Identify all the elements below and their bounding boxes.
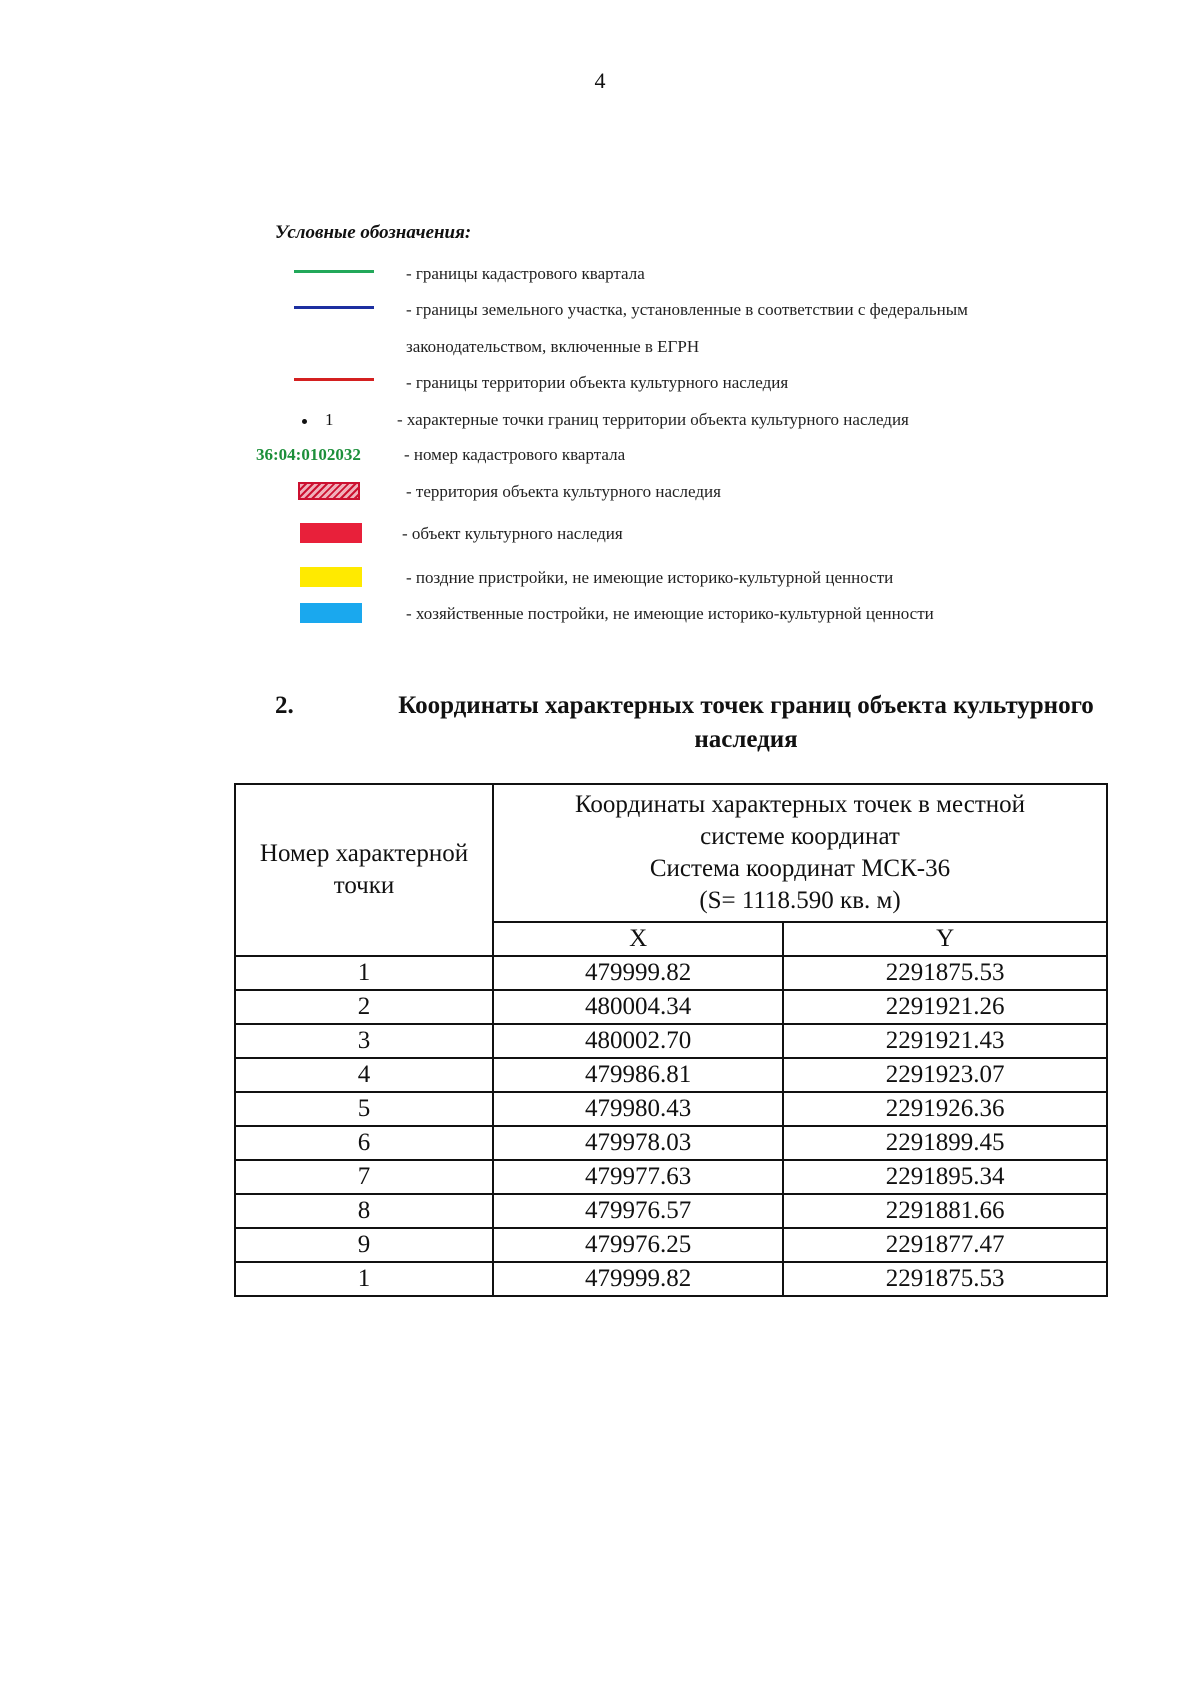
table-row: [235, 1126, 1107, 1160]
utility-buildings-swatch: [300, 603, 362, 623]
cell-point-number: 4: [235, 1058, 493, 1092]
legend: [0, 0, 1200, 640]
cell-point-number: 7: [235, 1160, 493, 1194]
legend-item-late-additions: - поздние пристройки, не имеющие историко-культурной ценности: [406, 568, 894, 587]
coordinates-table: [234, 783, 1108, 1297]
legend-item-heritage-territory: - территория объекта культурного наследия: [406, 482, 721, 501]
cell-x: 479986.81: [493, 1058, 783, 1092]
section-title: Координаты характерных точек границ объекта культурного наследия: [398, 692, 1094, 753]
cell-x: 479976.25: [493, 1228, 783, 1262]
header-point-number: Номер характерной точки: [235, 784, 493, 956]
header-line: системе координат: [700, 823, 900, 850]
table-row: [235, 1194, 1107, 1228]
page-number: 4: [594, 68, 606, 93]
table-row: [235, 990, 1107, 1024]
land-plot-boundary-swatch: [294, 306, 374, 309]
cell-x: 479999.82: [493, 956, 783, 990]
cell-point-number: 8: [235, 1194, 493, 1228]
cell-y: 2291875.53: [783, 956, 1107, 990]
header-coordinates: [493, 784, 1107, 922]
table-row: [235, 956, 1107, 990]
header-line: Координаты характерных точек в местной: [574, 791, 1025, 818]
point-dot-icon: [302, 419, 307, 424]
cadastral-number-sample: 36:04:0102032: [256, 445, 361, 464]
cell-point-number: 6: [235, 1126, 493, 1160]
header-x: X: [493, 922, 783, 956]
cell-point-number: 1: [235, 956, 493, 990]
cell-y: 2291899.45: [783, 1126, 1107, 1160]
cell-y: 2291881.66: [783, 1194, 1107, 1228]
cell-y: 2291921.43: [783, 1024, 1107, 1058]
cell-y: 2291875.53: [783, 1262, 1107, 1296]
legend-item-cadastral-boundary: - границы кадастрового квартала: [406, 264, 645, 283]
cell-point-number: 3: [235, 1024, 493, 1058]
table-row: [235, 1160, 1107, 1194]
legend-item-characteristic-points: - характерные точки границ территории объекта культурного наследия: [397, 410, 909, 429]
cell-x: 479977.63: [493, 1160, 783, 1194]
table-row: [235, 1262, 1107, 1296]
cell-x: 479980.43: [493, 1092, 783, 1126]
table-row: [235, 1092, 1107, 1126]
late-additions-swatch: [300, 567, 362, 587]
header-line: Система координат МСК-36: [649, 855, 951, 882]
cell-y: 2291895.34: [783, 1160, 1107, 1194]
legend-item-heritage-object: - объект культурного наследия: [402, 524, 623, 543]
legend-item-land-plot-boundary-cont: законодательством, включенные в ЕГРН: [406, 337, 700, 356]
legend-item-land-plot-boundary: - границы земельного участка, установленные в соответствии с федеральным: [406, 300, 968, 319]
cell-x: 479976.57: [493, 1194, 783, 1228]
heritage-object-swatch: [300, 523, 362, 543]
point-sample-label: 1: [325, 410, 334, 429]
cell-y: 2291923.07: [783, 1058, 1107, 1092]
header-line: (S= 1118.590 кв. м): [699, 887, 901, 914]
section-number: 2.: [275, 692, 294, 719]
cell-y: 2291921.26: [783, 990, 1107, 1024]
heritage-territory-swatch: [298, 482, 360, 500]
cell-x: 479978.03: [493, 1126, 783, 1160]
cell-x: 480004.34: [493, 990, 783, 1024]
cell-x: 479999.82: [493, 1262, 783, 1296]
header-y: Y: [783, 922, 1107, 956]
cell-point-number: 2: [235, 990, 493, 1024]
cell-y: 2291926.36: [783, 1092, 1107, 1126]
table-row: [235, 1058, 1107, 1092]
heritage-territory-boundary-swatch: [294, 378, 374, 381]
cell-point-number: 5: [235, 1092, 493, 1126]
cell-point-number: 1: [235, 1262, 493, 1296]
table-row: [235, 1024, 1107, 1058]
legend-item-cadastral-number: - номер кадастрового квартала: [404, 445, 626, 464]
cadastral-boundary-swatch: [294, 270, 374, 273]
legend-title: Условные обозначения:: [275, 222, 472, 243]
table-row: [235, 1228, 1107, 1262]
legend-item-heritage-territory-boundary: - границы территории объекта культурного наследия: [406, 373, 789, 392]
legend-item-utility-buildings: - хозяйственные постройки, не имеющие историко-культурной ценности: [406, 604, 934, 623]
point-sample: [302, 410, 334, 430]
cell-x: 480002.70: [493, 1024, 783, 1058]
section-heading: [275, 689, 1145, 757]
cell-y: 2291877.47: [783, 1228, 1107, 1262]
cell-point-number: 9: [235, 1228, 493, 1262]
